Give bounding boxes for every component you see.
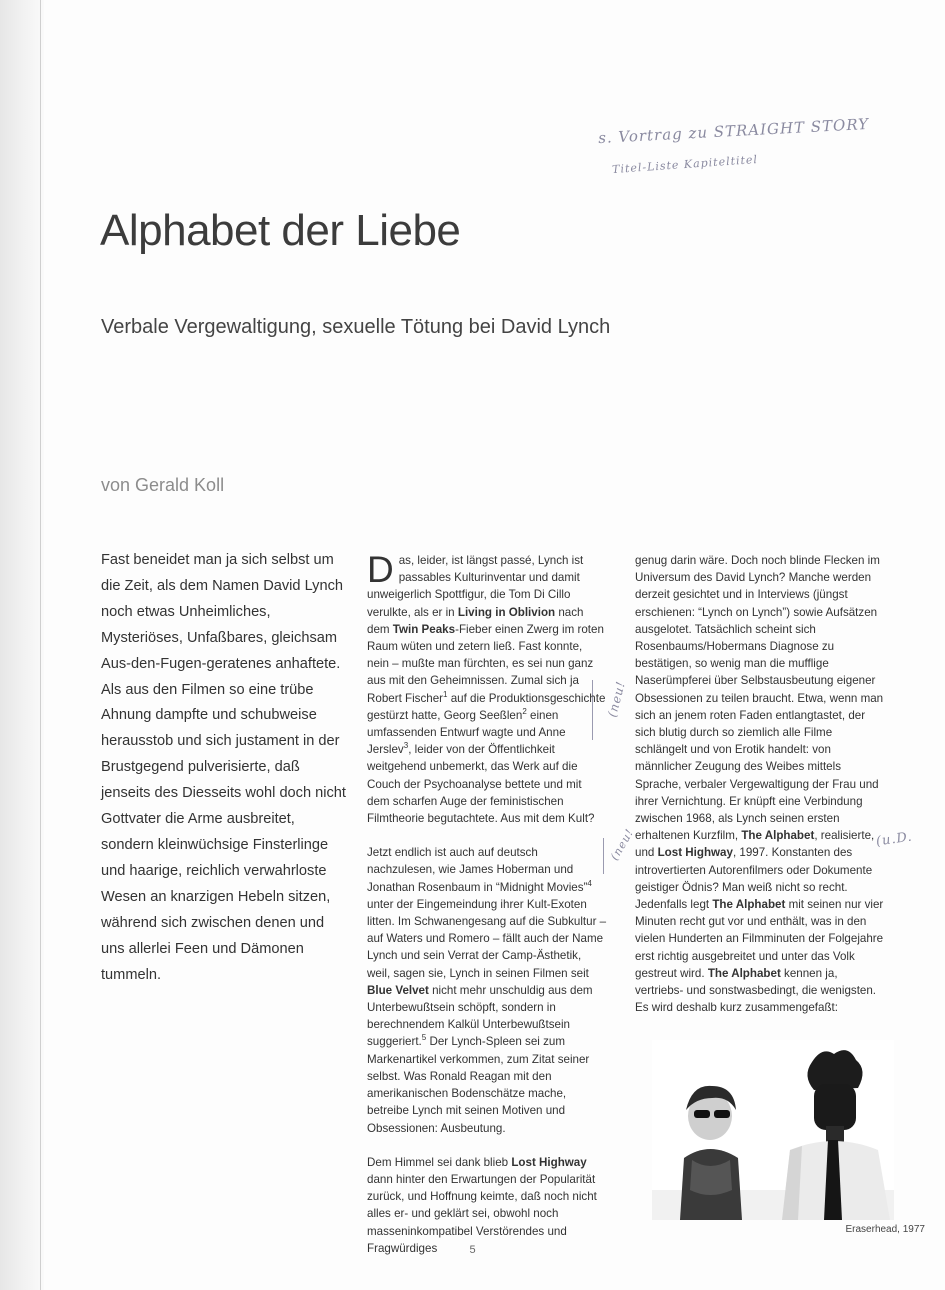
handwritten-note-top-line2: Titel-Liste Kapiteltitel bbox=[611, 152, 759, 177]
eraserhead-film-still-photo bbox=[652, 1040, 894, 1220]
footnote-ref: 1 bbox=[443, 689, 448, 699]
text-run: kennen ja, vertriebs- und sonstwasbedingt, die wenigsten. Es wird deshalb kurz zusammengefaßt: bbox=[635, 966, 877, 1015]
film-title: Twin Peaks bbox=[392, 622, 456, 636]
footnote-ref: 5 bbox=[421, 1033, 427, 1043]
film-title: Lost Highway bbox=[657, 846, 733, 860]
photo-caption: Eraserhead, 1977 bbox=[845, 1224, 925, 1235]
film-title: The Alphabet bbox=[712, 898, 786, 912]
text-run: as, leider, ist längst passé, Lynch ist passables Kulturinventar und damit unweigerlich Spottfigur, die Tom Di Cillo verulkte, als er in bbox=[367, 554, 584, 619]
intro-paragraph: Als aus den Filmen so eine trübe Ahnung dampfte und schubweise herausstob und sich justament in der Brustgegend pulverisierte, daß jenseits des Diesseits wohl doch nicht Gottvater die Arme ausbreitet, sondern kleinwüchsige Finsterlinge und haarige, reichlich verwahrloste Wesen an knarzigen Hebeln sitzen, während sich zwischen denen und uns allerlei Feen und Dämonen tummeln. bbox=[101, 681, 346, 983]
footnote-ref: 4 bbox=[587, 878, 592, 888]
body-paragraph bbox=[367, 549, 607, 827]
body-paragraph bbox=[367, 844, 607, 1136]
intro-paragraph: Fast beneidet man ja sich selbst um die Zeit, als dem Namen David Lynch noch etwas Unheimliches, Mysteriöses, Unfaßbares, gleichsam Aus-den-Fugen-geratenes anhaftete. bbox=[101, 552, 343, 672]
text-run: nach dem bbox=[367, 605, 584, 636]
text-run: auf die Produktionsgeschichte gestürzt hatte, Georg Seeßlen bbox=[367, 691, 606, 722]
film-title: Blue Velvet bbox=[367, 983, 429, 997]
body-column-2 bbox=[635, 552, 887, 1016]
text-run: genug darin wäre. Doch noch blinde Flecken im Universum des David Lynch? Manche werden derzeit gesichtet und in Interviews (jüngst erschienen: “Lynch on Lynch”) sowie Aufsätzen ausgelotet. Tatsächlich scheint sich Rosenbaums/Hobermans Diagnose zu bestätigen, so wenig man die mufflige Naserümpferei über Selbstausbeutung eigener Obsessionen zu teilen braucht. Etwa, wenn man sich an jenem roten Faden entlangtastet, der sich blutig durch so ziemlich alle Filme schlängelt und von Erotik handelt: von männlicher Zeugung des Weibes mittels Sprache, verbaler Vergewaltigung der Frau und ihrer Vernichtung. Er knüpft eine Verbindung zwischen 1968, als Lynch seinen ersten erhaltenen Kurzfilm, bbox=[635, 554, 884, 843]
film-title: The Alphabet bbox=[707, 966, 781, 980]
article-subtitle: Verbale Vergewaltigung, sexuelle Tötung bei David Lynch bbox=[101, 316, 611, 338]
drop-cap: D bbox=[367, 549, 394, 590]
handwritten-margin-note-3: (u.D. bbox=[875, 829, 914, 850]
rich-text bbox=[367, 549, 606, 826]
handwritten-margin-note-2: (neu! bbox=[607, 826, 637, 863]
text-run: , realisierte, und bbox=[635, 829, 875, 860]
page-binding-shadow bbox=[0, 0, 44, 1290]
text-run: Der Lynch-Spleen sei zum Markenartikel verkommen, zum Zitat seiner selbst. Was Ronald Reagan mit den amerikanischen Bodenschätze mache, betreibe Lynch mit seinen Motiven und Obsessionen: Ausbeutung. bbox=[367, 1035, 590, 1135]
footnote-ref: 2 bbox=[522, 706, 527, 716]
text-run: einen umfassenden Entwurf wagte und Anne Jerslev bbox=[367, 708, 566, 757]
text-run: unter der Eingemeindung ihrer Kult-Exoten litten. Im Schwanengesang auf die Subkultur – auf Waters und Romero – fällt auch der Name Lynch und sein Verrat der Camp-Ästhetik, weil, sagen sie, Lynch in seinen Filmen seit bbox=[367, 897, 607, 980]
body-column-1 bbox=[367, 549, 607, 1257]
film-title: Living in Oblivion bbox=[457, 605, 556, 619]
text-run: Jetzt endlich ist auch auf deutsch nachzulesen, wie James Hoberman und Jonathan Rosenbaum in “Midnight Movies” bbox=[367, 846, 588, 894]
handwritten-note-top-line1: s. Vortrag zu STRAIGHT STORY bbox=[597, 114, 870, 148]
page-number: 5 bbox=[469, 1244, 476, 1256]
body-paragraph bbox=[367, 1154, 607, 1257]
film-title: The Alphabet bbox=[741, 829, 815, 843]
rich-text bbox=[635, 554, 883, 1014]
text-run: Dem Himmel sei dank blieb bbox=[367, 1155, 512, 1169]
text-run: dann hinter den Erwartungen der Popularität zurück, und Hoffnung keimte, daß noch nicht alles er- und geklärt sei, obwohl noch masseninkompatibel Verstörendes und Fragwürdiges bbox=[367, 1172, 597, 1255]
page-binding-edge bbox=[40, 0, 41, 1290]
text-run: , 1997. Konstanten des introvertierten Autorenfilmers oder Dokumente geistiger Ödnis? Man weiß nicht so recht. Jedenfalls legt bbox=[635, 846, 873, 912]
footnote-ref: 3 bbox=[403, 741, 409, 751]
text-run: nicht mehr unschuldig aus dem Unterbewußtsein schöpft, sondern in berechnendem Kalkül Unterbewußtsein suggeriert. bbox=[367, 983, 593, 1049]
text-run: , leider von der Öffentlichkeit weitgehend unbemerkt, das Werk auf die Couch der Psychoanalyse bettete und mit dem scharfen Auge der feministischen Filmtheorie begutachtete. Aus mit dem Kult? bbox=[367, 743, 595, 826]
rich-text bbox=[367, 1156, 597, 1255]
text-run: -Fieber einen Zwerg im roten Raum wüten und zetern ließ. Fast konnte, nein – mußte man fürchten, es sei nun ganz aus mit den Geheimnissen. Zumal sich ja Robert Fischer bbox=[367, 622, 604, 705]
film-title: Lost Highway bbox=[511, 1155, 587, 1169]
handwritten-margin-note-1: (neu! bbox=[604, 679, 629, 719]
article-byline: von Gerald Koll bbox=[101, 475, 225, 495]
body-paragraph bbox=[635, 552, 887, 1016]
intro-text bbox=[101, 548, 351, 988]
text-run: mit seinen nur vier Minuten recht gut vor und enthält, was in den vielen Hunderten an Filmminuten der Folgejahre erst richtig ausgebreitet und unter das Volk gestreut wird. bbox=[635, 898, 884, 980]
article-title: Alphabet der Liebe bbox=[100, 206, 461, 255]
rich-text bbox=[367, 846, 606, 1134]
